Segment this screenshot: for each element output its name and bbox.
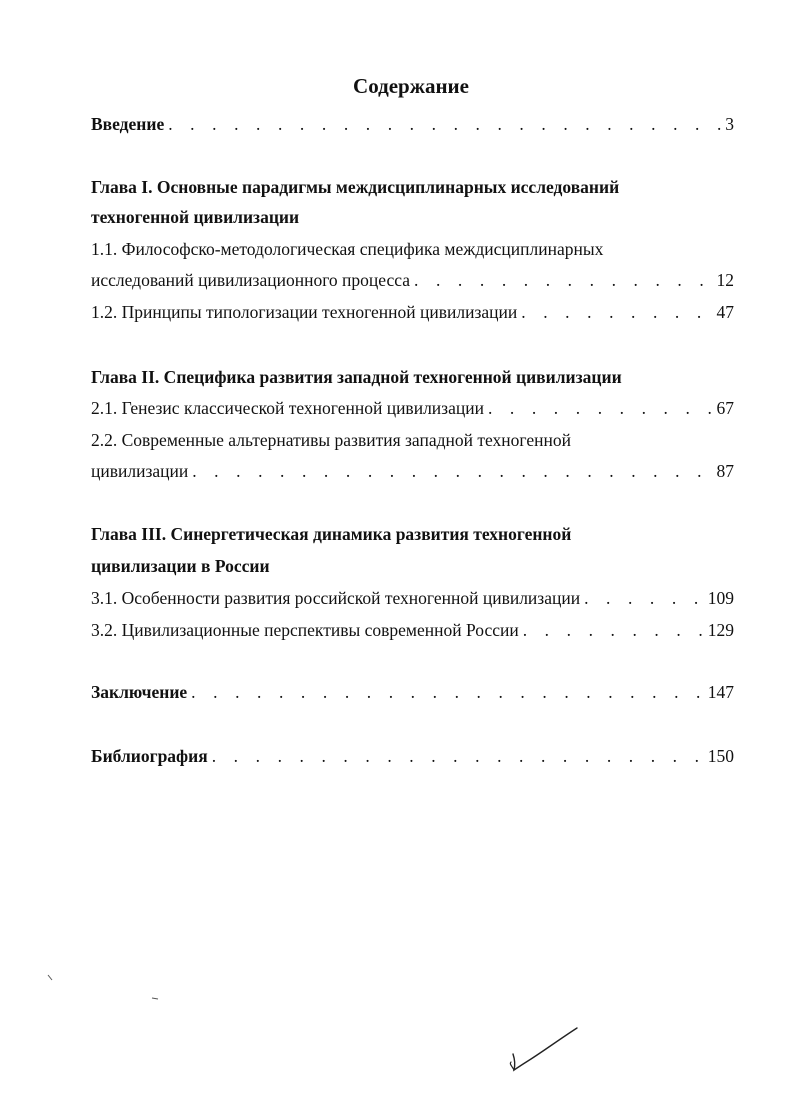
page-title: Содержание xyxy=(353,74,469,98)
dot-leader xyxy=(414,268,712,292)
dot-leader xyxy=(191,680,704,704)
toc-entry-label: Заключение xyxy=(91,682,188,702)
scan-speck-marks xyxy=(40,972,170,1012)
toc-entry-bibliography xyxy=(91,744,734,768)
toc-entry-label: цивилизации xyxy=(91,461,189,481)
toc-entry-section-2-2 xyxy=(91,459,734,483)
toc-entry-page: 3 xyxy=(725,114,734,134)
handwritten-check-mark-icon xyxy=(505,1024,585,1079)
toc-entry-section-3-2 xyxy=(91,618,734,642)
toc-entry-section-3-1 xyxy=(91,586,734,610)
chapter-1-heading-line-1: Глава I. Основные парадигмы междисциплинарных исследований xyxy=(91,177,620,197)
dot-leader xyxy=(192,459,712,483)
toc-entry-section-1-2 xyxy=(91,300,734,324)
chapter-3-heading-line-1: Глава III. Синергетическая динамика развития техногенной xyxy=(91,524,572,544)
dot-leader xyxy=(168,112,721,136)
chapter-1-heading-line-2: техногенной цивилизации xyxy=(91,207,300,227)
toc-entry-page: 150 xyxy=(707,746,734,766)
dot-leader xyxy=(212,744,704,768)
toc-entry-page: 67 xyxy=(716,398,734,418)
toc-entry-label: Введение xyxy=(91,114,165,134)
dot-leader xyxy=(523,618,704,642)
toc-entry-label: Библиография xyxy=(91,746,208,766)
toc-entry-section-2-1 xyxy=(91,396,734,420)
chapter-2-heading: Глава II. Специфика развития западной техногенной цивилизации xyxy=(91,367,622,387)
toc-entry-label: 3.1. Особенности развития российской техногенной цивилизации xyxy=(91,588,581,608)
section-2-2-line-1: 2.2. Современные альтернативы развития западной техногенной xyxy=(91,430,571,450)
toc-entry-page: 47 xyxy=(716,302,734,322)
chapter-3-heading-line-2: цивилизации в России xyxy=(91,556,270,576)
toc-entry-label: 1.2. Принципы типологизации техногенной цивилизации xyxy=(91,302,518,322)
section-1-1-line-1: 1.1. Философско-методологическая специфика междисциплинарных xyxy=(91,239,604,259)
toc-entry-page: 12 xyxy=(716,270,734,290)
toc-entry-intro xyxy=(91,112,734,136)
toc-entry-section-1-1 xyxy=(91,268,734,292)
toc-entry-conclusion xyxy=(91,680,734,704)
toc-entry-page: 87 xyxy=(716,461,734,481)
toc-entry-label: 2.1. Генезис классической техногенной цивилизации xyxy=(91,398,484,418)
toc-entry-page: 109 xyxy=(707,588,734,608)
toc-entry-page: 129 xyxy=(707,620,734,640)
toc-entry-label: 3.2. Цивилизационные перспективы современной России xyxy=(91,620,519,640)
toc-entry-page: 147 xyxy=(707,682,734,702)
dot-leader xyxy=(488,396,713,420)
dot-leader xyxy=(584,586,704,610)
toc-entry-label: исследований цивилизационного процесса xyxy=(91,270,411,290)
dot-leader xyxy=(521,300,712,324)
